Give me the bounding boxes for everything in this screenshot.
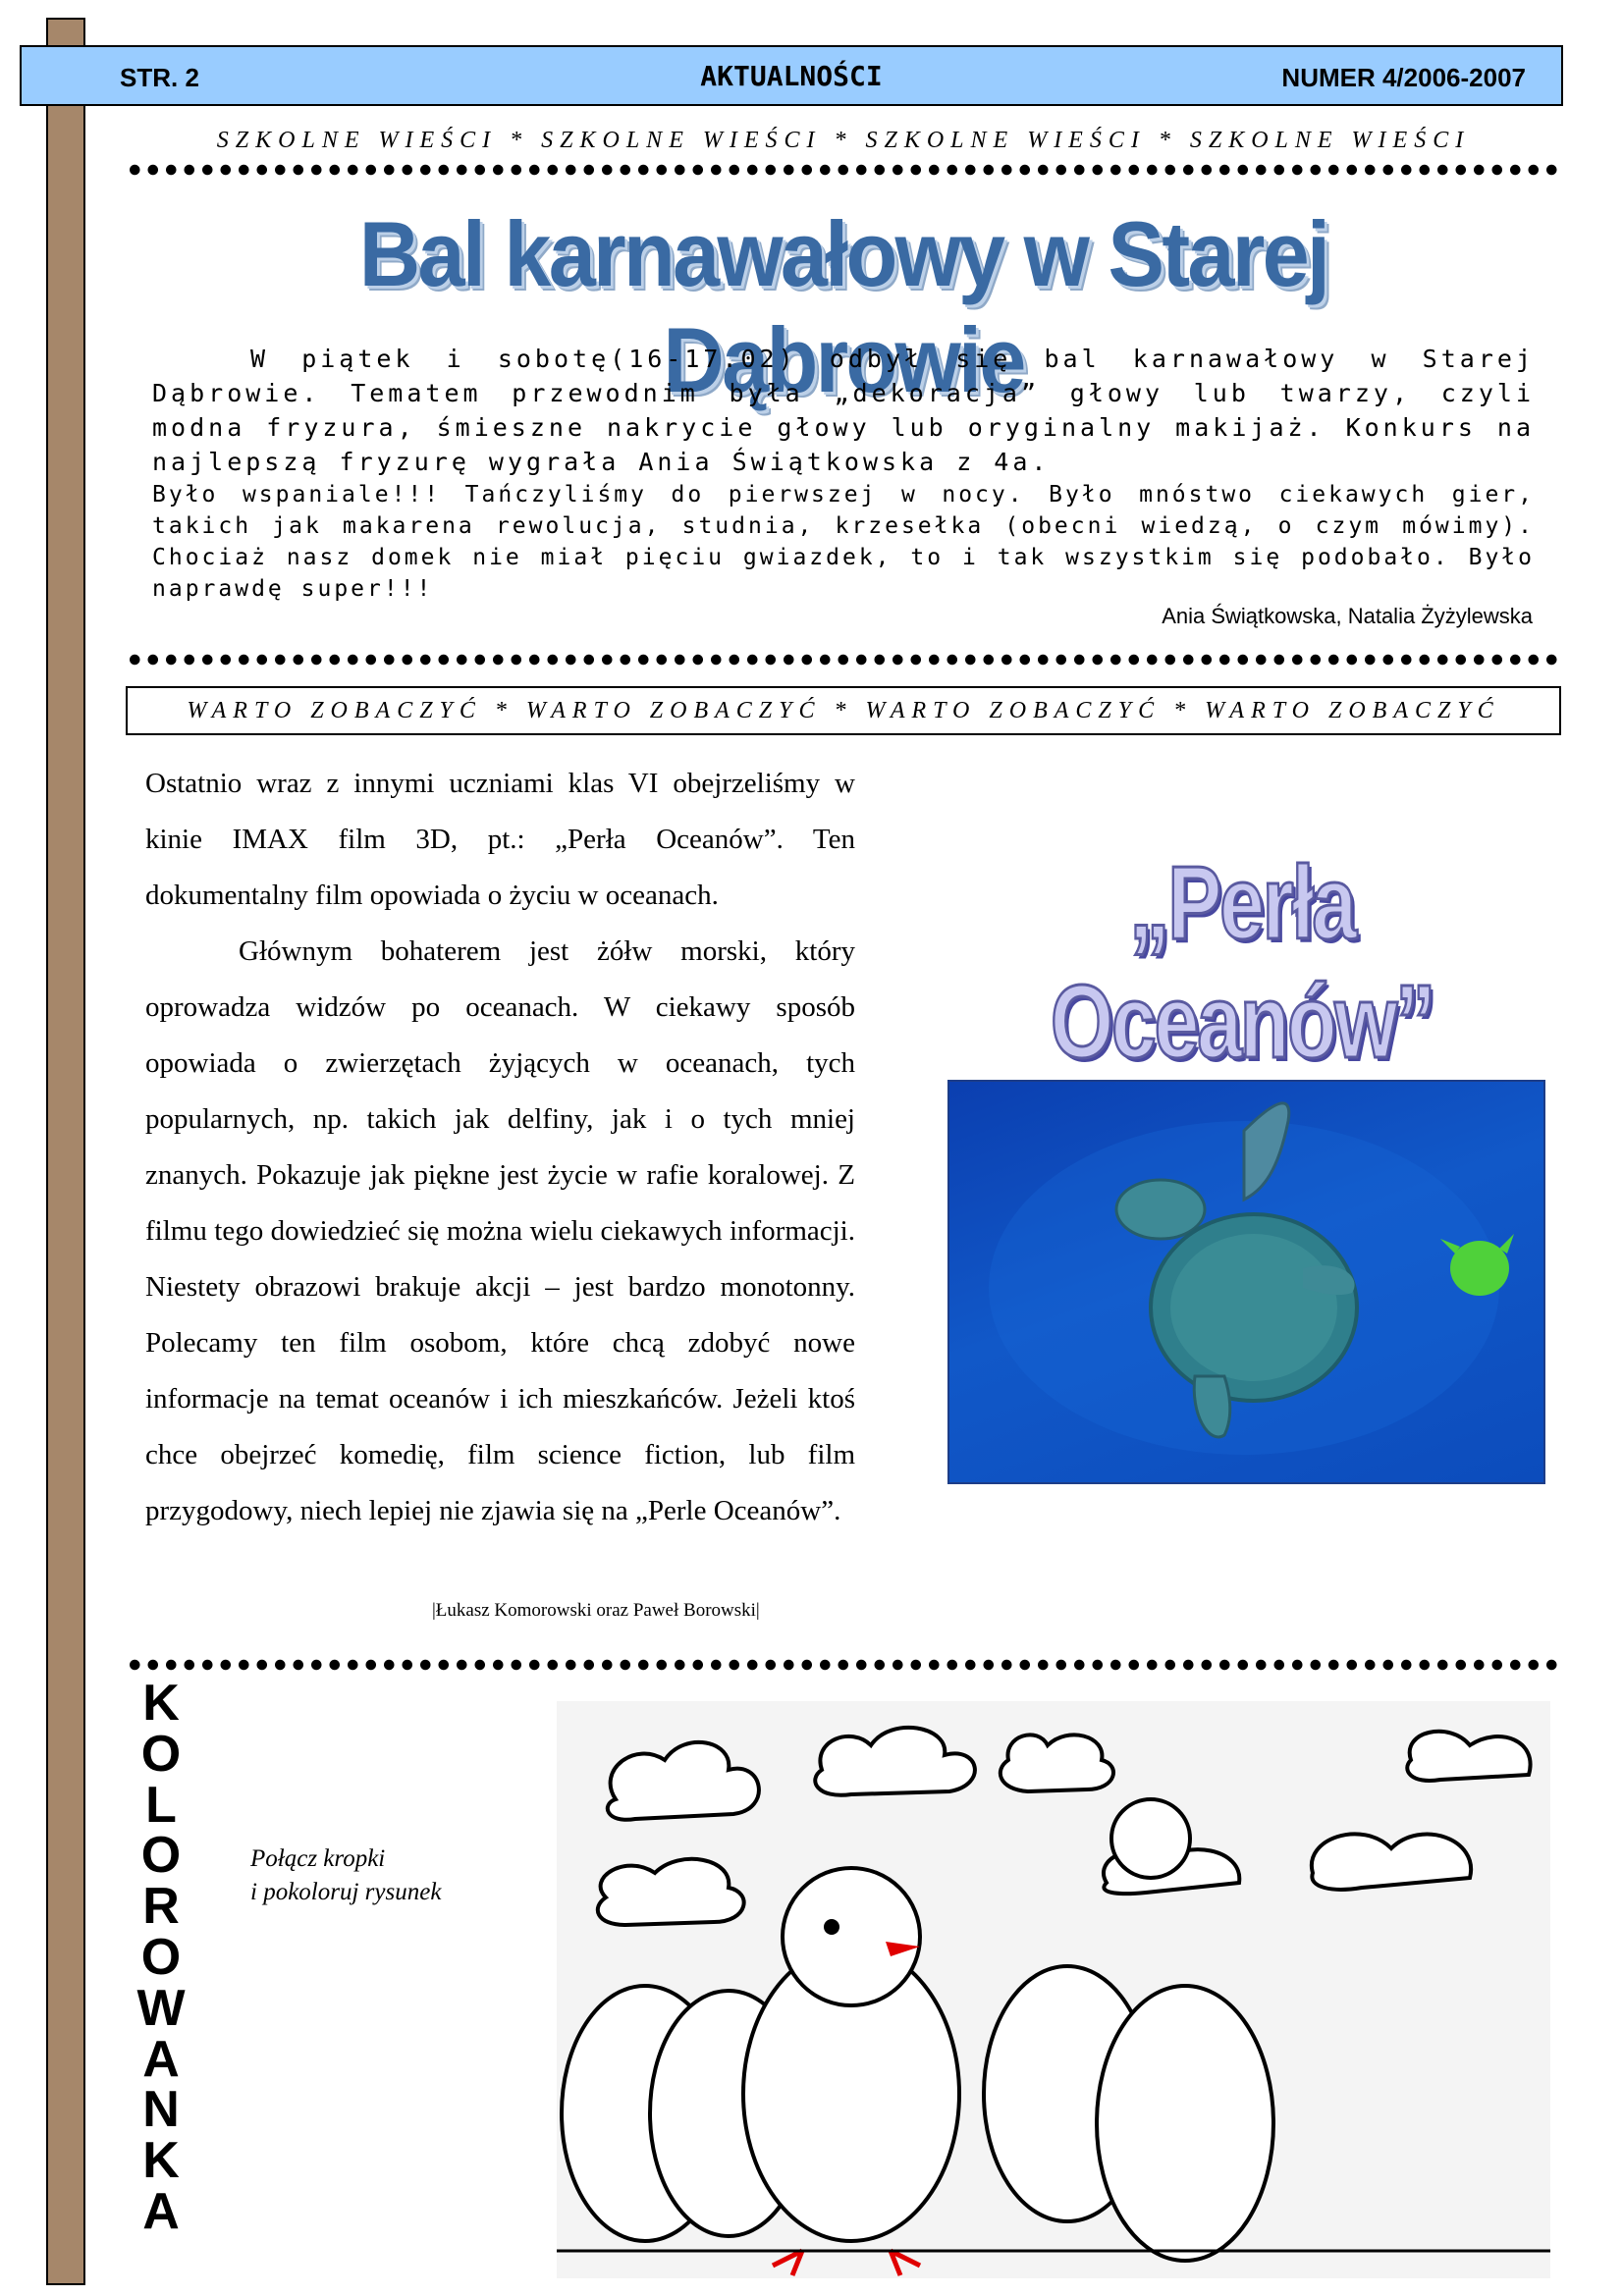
title-letter: O [140, 1928, 182, 1986]
side-bar [46, 18, 85, 2285]
worth-seeing-banner: WARTO ZOBACZYĆ * WARTO ZOBACZYĆ * WARTO ZOBACZYĆ * WARTO ZOBACZYĆ [187, 698, 1500, 723]
title-letter: A [142, 2030, 180, 2088]
article1-title: Bal karnawałowy w Starej Dąbrowie [358, 202, 1328, 411]
dotted-divider [126, 654, 1561, 666]
title-letter: W [136, 1979, 186, 2037]
sea-turtle-photo [947, 1080, 1545, 1484]
article2-author: |Łukasz Komorowski oraz Paweł Borowski| [432, 1600, 760, 1621]
article1-author: Ania Świątkowska, Natalia Żyżylewska [1162, 604, 1533, 628]
title-letter: O [140, 1725, 182, 1783]
article1-body [152, 342, 1535, 605]
issue-number: NUMER 4/2006-2007 [1281, 63, 1526, 92]
dotted-divider [126, 1659, 1561, 1671]
coloring-instructions [250, 1842, 441, 1909]
article2-body [145, 756, 855, 1539]
title-letter: A [142, 2182, 180, 2240]
sea-turtle-icon [949, 1082, 1545, 1484]
easter-drawing-icon [557, 1701, 1550, 2278]
title-letter: O [140, 1827, 182, 1885]
dotted-divider [126, 164, 1561, 176]
article1-paragraph1: W piątek i sobotę(16-17.02) odbył się bal karnawałowy w Starej Dąbrowie. Tematem przewodnim była „dekoracja” głowy lub twarzy, czyli modna fryzura, śmieszne nakrycie głowy lub oryginalny makijaż. Konkurs na najlepszą fryzurę wygrała Ania Świątkowska z 4a. [152, 345, 1535, 476]
instruction-line2: i pokoloruj rysunek [250, 1879, 442, 1905]
article2-title: „Perła Oceanów” [1050, 845, 1434, 1080]
title-letter: K [142, 1675, 180, 1732]
article2-paragraph2: Głównym bohaterem jest żółw morski, który oprowadza widzów po oceanach. W ciekawy sposób opowiada o zwierzętach żyjących w oceanach, tych popularnych, np. takich jak delfiny, jak i o tych mniej znanych. Pokazuje jak piękne jest życie w rafie koralowej. Z filmu tego dowiedzieć się można wielu ciekawych informacji. Niestety obrazowi brakuje akcji – jest bardzo monotonny. Polecamy ten film osobom, które chcą zdobyć nowe informacje na temat oceanów i ich mieszkańców. Jeżeli ktoś chce obejrzeć komedię, film science fiction, lub film przygodowy, niech lepiej nie zjawia się na „Perle Oceanów”. [145, 935, 855, 1526]
page-header [20, 45, 1563, 106]
title-letter: R [142, 1878, 180, 1936]
coloring-vertical-title [135, 1675, 187, 2240]
article1-paragraph2: Było wspaniale!!! Tańczyliśmy do pierwszej w nocy. Było mnóstwo ciekawych gier, takich jak makarena rewolucja, studnia, krzesełka (obecni wiedzą, o czym mówimy). Chociaż nasz domek nie miał pięciu gwiazdek, to i tak wszystkim się podobało. Było naprawdę super!!! [152, 482, 1535, 602]
section-title: AKTUALNOŚCI [700, 60, 883, 92]
page-number: STR. 2 [120, 63, 199, 92]
article2-paragraph1: Ostatnio wraz z innymi uczniami klas VI obejrzeliśmy w kinie IMAX film 3D, pt.: „Perła Oceanów”. Ten dokumentalny film opowiada o życiu w oceanach. [145, 768, 855, 911]
title-letter: N [142, 2081, 180, 2139]
instruction-line1: Połącz kropki [250, 1845, 386, 1872]
easter-chick-drawing [557, 1701, 1550, 2278]
school-news-banner: SZKOLNE WIEŚCI * SZKOLNE WIEŚCI * SZKOLNE WIEŚCI * SZKOLNE WIEŚCI [216, 128, 1471, 153]
title-letter: L [145, 1776, 177, 1834]
title-letter: K [142, 2132, 180, 2190]
